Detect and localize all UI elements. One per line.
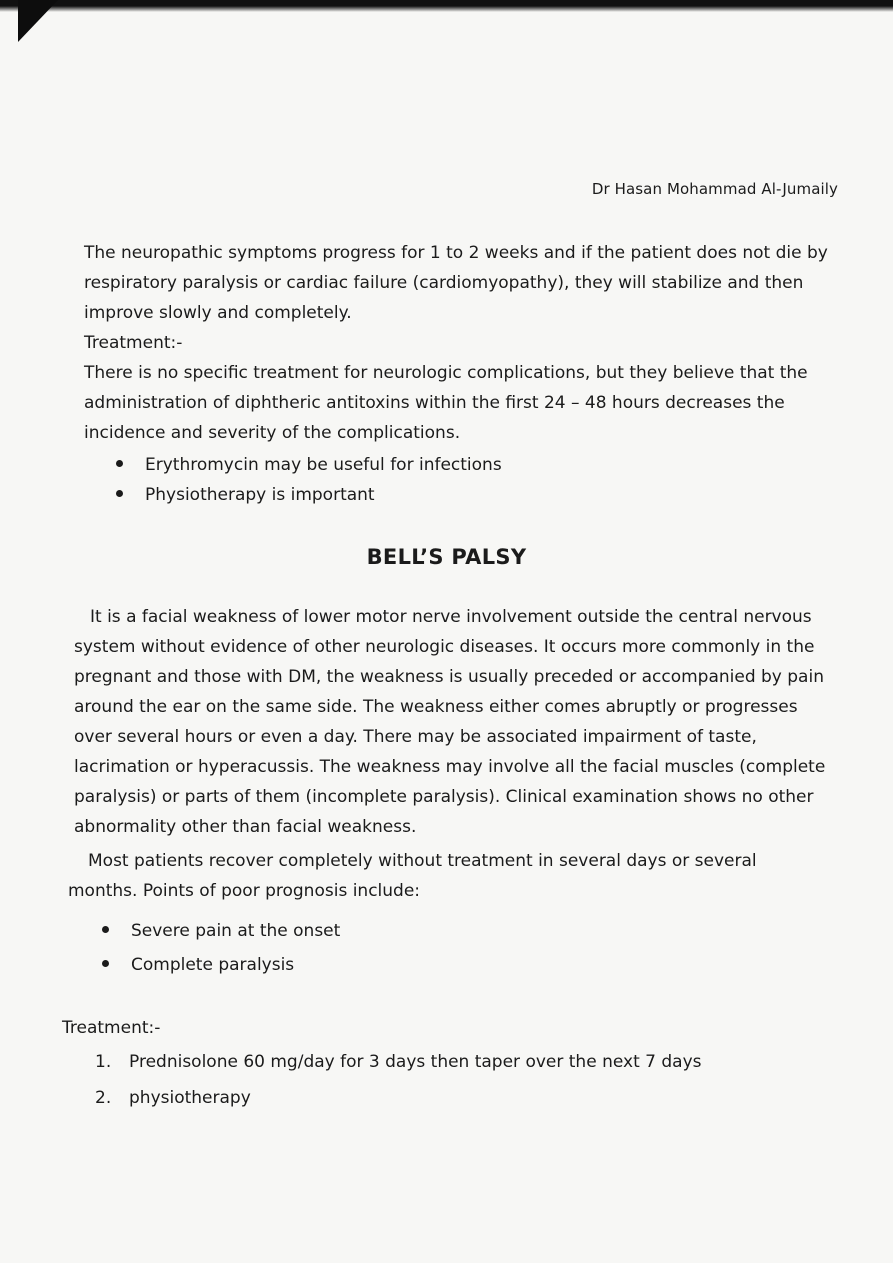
description-line: around the ear on the same side. The weakness either comes abruptly or progresses — [74, 697, 798, 717]
bells-treatment-label: Treatment:- — [62, 1018, 161, 1038]
author-name: Dr Hasan Mohammad Al-Jumaily — [591, 180, 838, 198]
treatment-bullet-list — [116, 450, 502, 510]
description-line: system without evidence of other neurologic diseases. It occurs more commonly in the — [74, 637, 815, 657]
list-item: Physiotherapy is important — [116, 480, 502, 510]
scan-corner-shadow — [18, 0, 58, 42]
prognosis-line: months. Points of poor prognosis include: — [68, 881, 421, 901]
prognosis-line: Most patients recover completely without treatment in several days or several — [88, 851, 757, 871]
treatment-line: There is no specific treatment for neurologic complications, but they believe that the — [84, 363, 808, 383]
list-item: Severe pain at the onset — [102, 914, 340, 948]
bells-treatment-list — [95, 1044, 701, 1116]
treatment-line: incidence and severity of the complications. — [84, 423, 461, 443]
section-heading: BELL’S PALSY — [366, 545, 527, 569]
description-line: paralysis) or parts of them (incomplete paralysis). Clinical examination shows no other — [74, 787, 814, 807]
prognosis-paragraph — [68, 846, 757, 906]
treatment-label: Treatment:- — [84, 333, 183, 353]
bells-palsy-description — [74, 602, 825, 842]
intro-line: respiratory paralysis or cardiac failure (cardiomyopathy), they will stabilize and then — [84, 273, 804, 293]
list-item: 2. physiotherapy — [95, 1088, 251, 1108]
description-line: abnormality other than facial weakness. — [74, 817, 417, 837]
list-item: Erythromycin may be useful for infections — [116, 450, 502, 480]
description-line: lacrimation or hyperacussis. The weakness may involve all the facial muscles (complete — [74, 757, 826, 777]
bullet-icon — [102, 960, 109, 967]
treatment-line: administration of diphtheric antitoxins within the first 24 – 48 hours decreases the — [84, 393, 785, 413]
list-item: 1. Prednisolone 60 mg/day for 3 days then taper over the next 7 days — [95, 1052, 702, 1072]
intro-line: improve slowly and completely. — [84, 303, 352, 323]
description-line: pregnant and those with DM, the weakness is usually preceded or accompanied by pain — [74, 667, 824, 687]
list-item: Complete paralysis — [102, 948, 340, 982]
bullet-icon — [102, 926, 109, 933]
description-line: It is a facial weakness of lower motor nerve involvement outside the central nervous — [90, 607, 812, 627]
intro-paragraph — [84, 238, 828, 448]
intro-line: The neuropathic symptoms progress for 1 to 2 weeks and if the patient does not die by — [84, 243, 828, 263]
prognosis-bullet-list — [102, 914, 340, 982]
description-line: over several hours or even a day. There may be associated impairment of taste, — [74, 727, 757, 747]
bullet-icon — [116, 490, 123, 497]
bullet-icon — [116, 460, 123, 467]
scan-shadow-top — [0, 0, 893, 12]
